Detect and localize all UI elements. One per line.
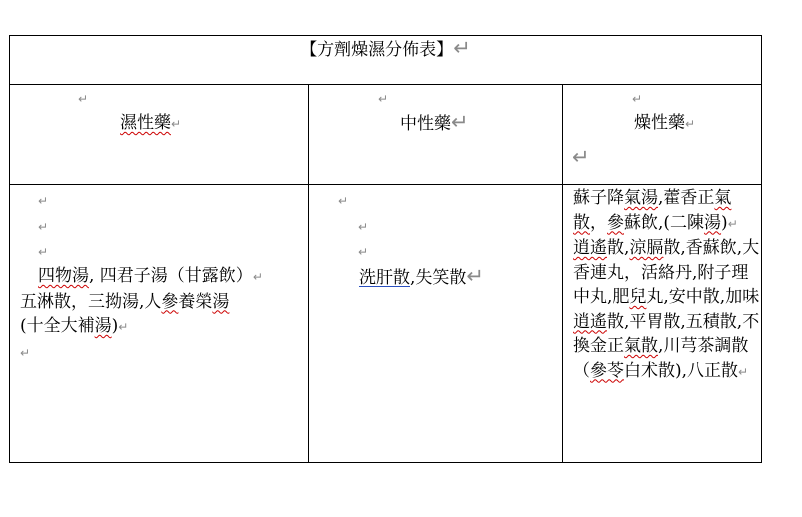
formula-text: 白术散),: [624, 360, 688, 381]
table-bottom-border: [9, 462, 762, 463]
formula-text: 兒: [629, 287, 647, 307]
formula-text: 養榮: [178, 291, 213, 312]
formula-text: 散,香蘇飲,大香連丸，活絡丹,附子理中丸,肥: [573, 238, 760, 307]
paragraph-mark-icon: ↵: [685, 117, 696, 131]
formula-text: 洗肝散: [359, 268, 410, 288]
formula-text: 五淋散，三拗湯,人: [20, 291, 162, 312]
formula-text: 氣湯: [624, 188, 658, 208]
formula-text: 蘇飲,(二陳: [624, 212, 705, 233]
paragraph-mark-icon: ↵: [466, 264, 485, 288]
header-dry-herbs: [634, 112, 695, 135]
paragraph-mark-icon: ↵: [338, 194, 349, 208]
header-row-border: [9, 184, 762, 185]
formula-text: ): [111, 316, 119, 336]
formula-text: 參: [607, 212, 624, 233]
formula-text: 湯: [212, 291, 230, 312]
paragraph-mark-icon: ↵: [20, 345, 31, 360]
formula-text: ): [721, 212, 728, 233]
table-title: [9, 37, 762, 61]
paragraph-mark-icon: ↵: [358, 220, 369, 234]
column-divider-1: [308, 84, 309, 463]
formula-paragraph: [573, 186, 764, 236]
formula-text: 丸,安中散,加味: [646, 287, 760, 307]
neutral-herbs-formulas: [359, 265, 484, 289]
paragraph-mark-icon: ↵: [453, 36, 471, 60]
title-row-border: [9, 84, 762, 85]
formula-text: ,川芎茶調散（: [573, 336, 749, 381]
paragraph-mark-icon: ↵: [252, 270, 263, 284]
paragraph-mark-icon: ↵: [38, 194, 49, 208]
formula-text: 氣散: [573, 188, 732, 233]
formula-text: 逍遙: [573, 311, 607, 332]
formula-text: 參苓: [590, 360, 624, 381]
formula-text: ,藿香正: [658, 188, 715, 208]
formula-text: ,失笑散: [410, 268, 467, 288]
formula-text: (十全大補: [20, 316, 95, 336]
table-left-border: [9, 35, 10, 463]
formula-text: 涼膈: [629, 238, 664, 258]
formula-text: 蘇子降: [573, 188, 624, 208]
paragraph-mark-icon: ↵: [632, 92, 643, 106]
table-top-border: [9, 35, 762, 36]
paragraph-mark-icon: ↵: [171, 117, 182, 131]
formula-text: ，: [590, 212, 607, 233]
formula-text: 四物湯: [38, 266, 89, 286]
formula-text: 八正散: [687, 360, 739, 381]
header-label: 燥性藥: [634, 113, 685, 133]
formula-text: 散,: [607, 238, 630, 258]
header-label: 中性藥: [400, 114, 451, 134]
formula-text: 逍遙: [573, 238, 607, 258]
wet-herbs-formulas: [20, 264, 307, 365]
paragraph-mark-icon: ↵: [378, 92, 389, 106]
formula-line: [20, 314, 307, 340]
paragraph-mark-icon: ↵: [451, 110, 469, 134]
table-title-text: 【方劑燥濕分佈表】: [300, 40, 454, 60]
paragraph-mark-icon: ↵: [738, 364, 749, 379]
formula-text: 參: [161, 291, 179, 312]
paragraph-mark-icon: ↵: [38, 220, 49, 234]
formula-text: 湯: [94, 316, 112, 336]
header-label: 濕性藥: [120, 113, 171, 133]
header-neutral-herbs: [400, 111, 469, 135]
formula-line: [20, 264, 307, 290]
paragraph-mark-icon: ↵: [358, 245, 369, 259]
paragraph-mark-icon: ↵: [38, 245, 49, 259]
column-divider-2: [562, 84, 563, 463]
formula-line: [20, 340, 307, 366]
formula-paragraph: [573, 236, 764, 384]
herbal-formula-table: [9, 35, 762, 463]
formula-text: , 四君子湯（甘露飲）: [89, 266, 253, 286]
paragraph-mark-icon: ↵: [572, 145, 590, 169]
header-wet-herbs: [120, 112, 181, 135]
paragraph-mark-icon: ↵: [118, 320, 129, 334]
paragraph-mark-icon: ↵: [727, 216, 738, 231]
dry-herbs-formulas: [573, 186, 764, 384]
formula-text: 散,平胃散,五積散,不換金正: [573, 311, 760, 356]
formula-text: 湯: [704, 212, 722, 233]
paragraph-mark-icon: ↵: [78, 92, 89, 106]
formula-text: 氣散: [624, 336, 658, 356]
formula-line: [20, 290, 307, 315]
